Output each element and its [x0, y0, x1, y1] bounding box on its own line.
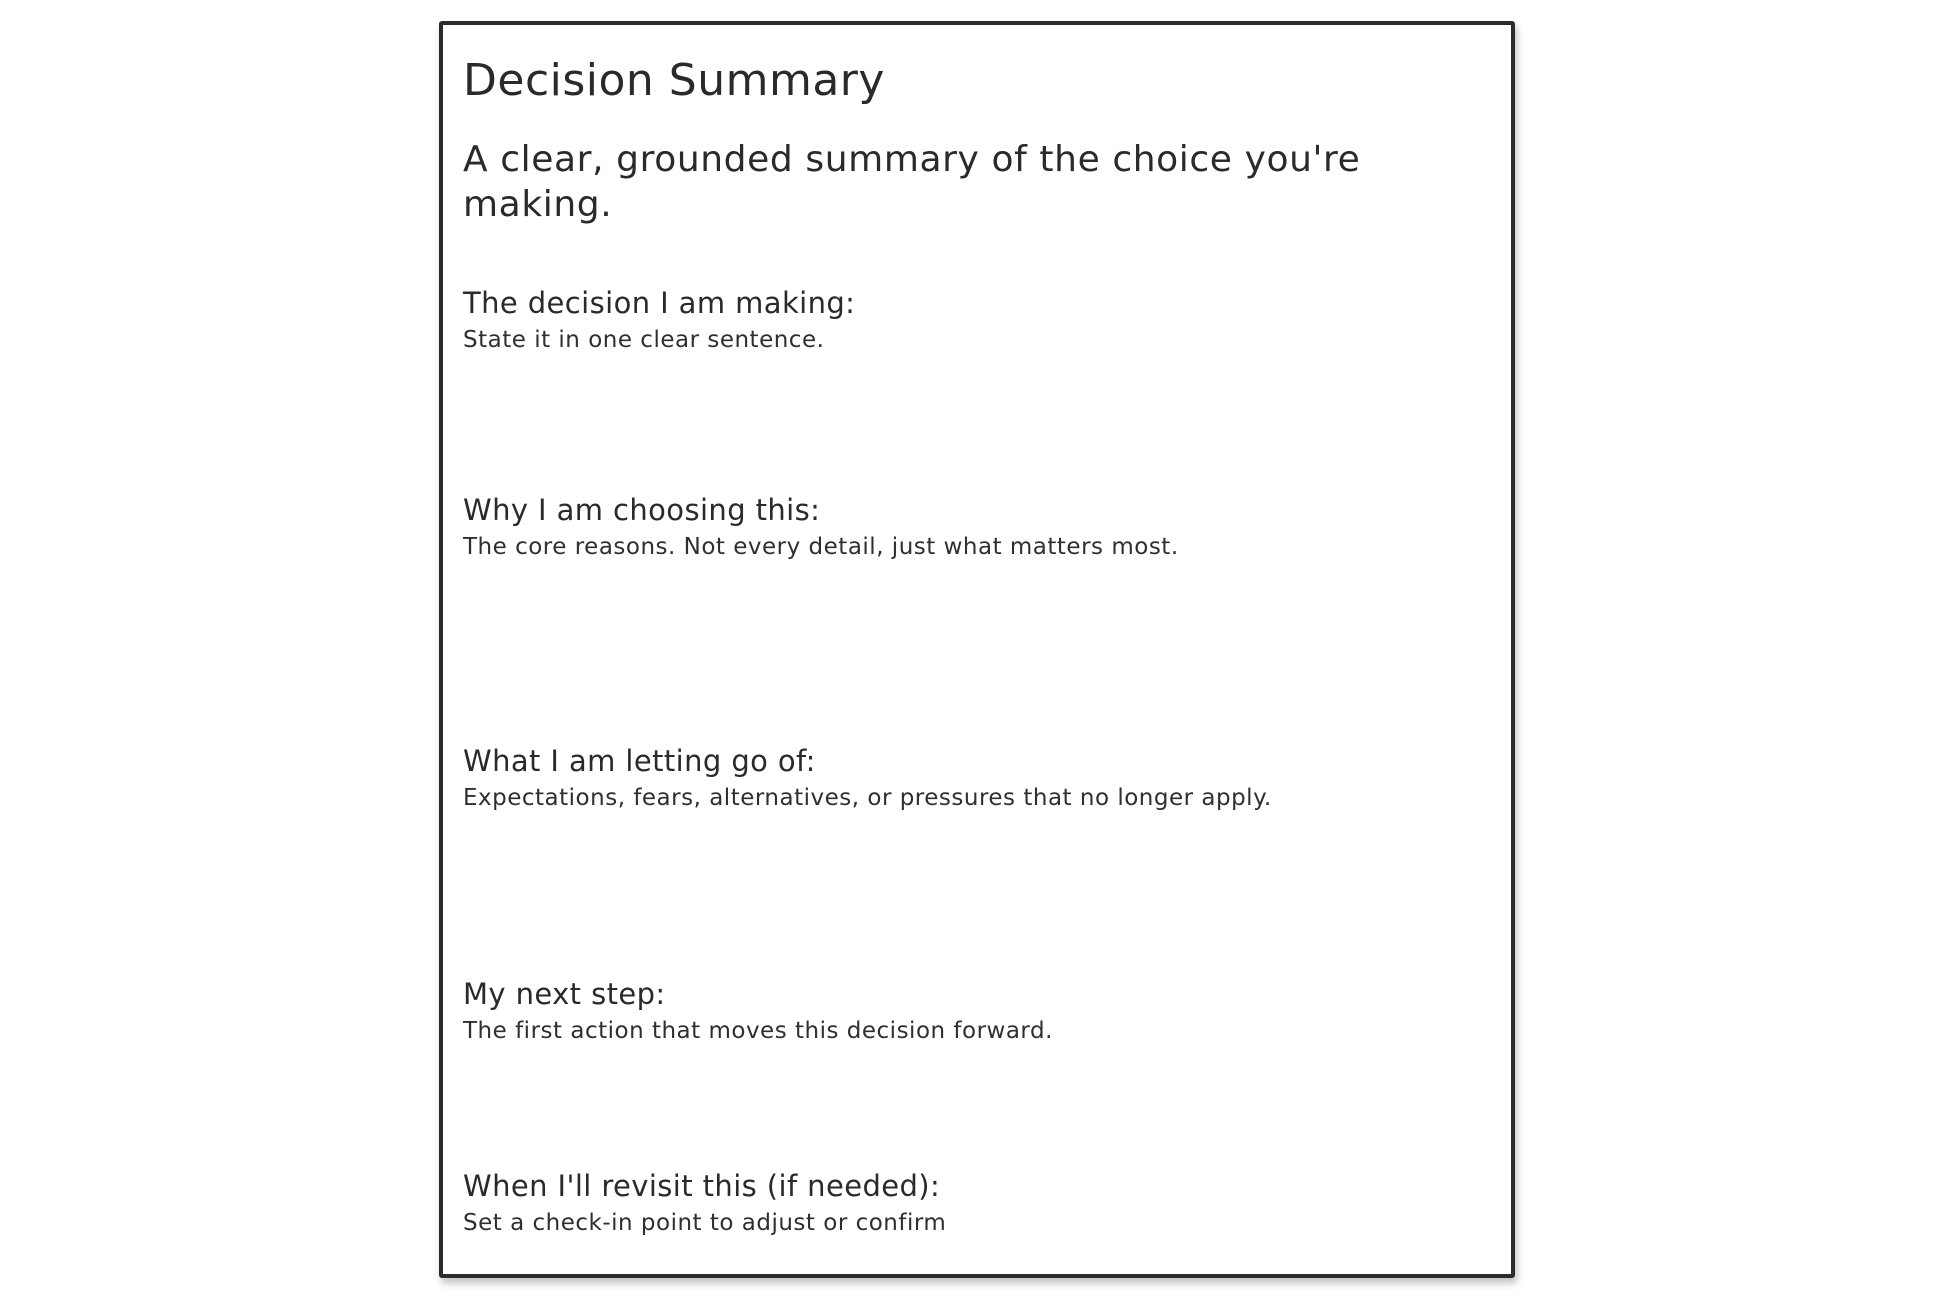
section-heading: What I am letting go of: [463, 744, 816, 778]
section-next-step [463, 976, 1463, 1046]
section-prompt: Expectations, fears, alternatives, or pressures that no longer apply. [463, 785, 1272, 811]
section-prompt: Set a check-in point to adjust or confirm [463, 1210, 947, 1236]
section-prompt: State it in one clear sentence. [463, 327, 825, 353]
section-letting-go [463, 743, 1463, 813]
section-heading: Why I am choosing this: [463, 493, 821, 527]
section-decision [463, 285, 1463, 355]
section-heading: When I'll revisit this (if needed): [463, 1169, 941, 1203]
decision-summary-card [439, 21, 1515, 1278]
section-prompt: The core reasons. Not every detail, just what matters most. [463, 534, 1179, 560]
section-reasons [463, 492, 1463, 562]
section-heading: My next step: [463, 977, 666, 1011]
page-title: Decision Summary [463, 55, 885, 106]
section-revisit [463, 1168, 1463, 1238]
page-subtitle: A clear, grounded summary of the choice you're making. [463, 139, 1361, 225]
section-prompt: The first action that moves this decision forward. [463, 1018, 1053, 1044]
section-heading: The decision I am making: [463, 286, 856, 320]
